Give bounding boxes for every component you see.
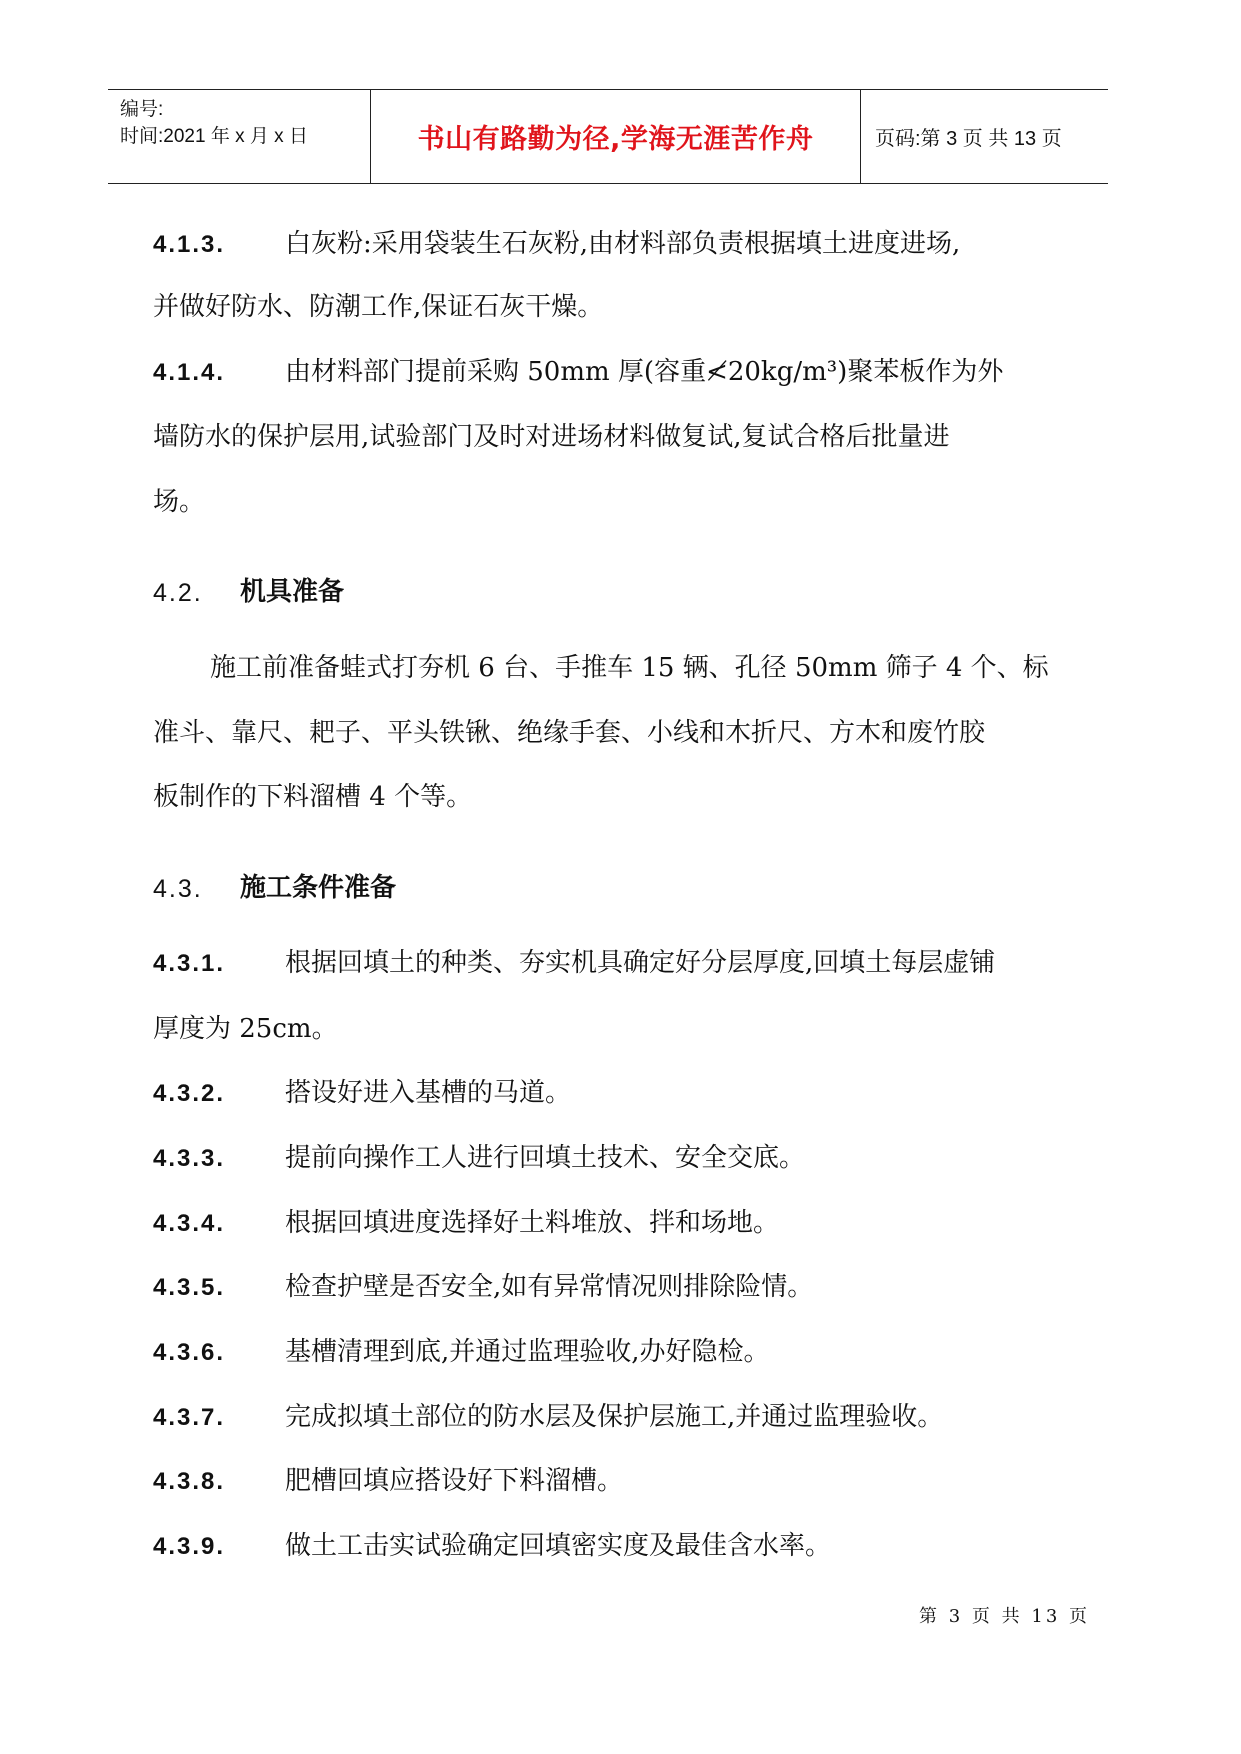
section-number: 4.3.7. — [153, 1404, 226, 1431]
paragraph-line: 提前向操作工人进行回填土技术、安全交底。 — [285, 1143, 806, 1173]
paragraph-line: 做土工击实试验确定回填密实度及最佳含水率。 — [285, 1531, 832, 1561]
paragraph-line: 厚度为 25cm。 — [153, 1014, 338, 1044]
paragraph-line: 根据回填土的种类、夯实机具确定好分层厚度,回填土每层虚铺 — [285, 948, 996, 978]
section-heading: 施工条件准备 — [240, 873, 397, 903]
section-number: 4.1.4. — [153, 359, 226, 386]
header-page-cell — [861, 90, 1108, 183]
header-meta-cell — [108, 90, 370, 183]
section-number: 4.3.5. — [153, 1274, 226, 1301]
section-number: 4.3.1. — [153, 950, 226, 977]
paragraph-line: 板制作的下料溜槽 4 个等。 — [153, 782, 473, 812]
paragraph-line: 检查护壁是否安全,如有异常情况则排除险情。 — [285, 1272, 814, 1302]
section-number: 4.3.9. — [153, 1533, 226, 1560]
paragraph-line: 完成拟填土部位的防水层及保护层施工,并通过监理验收。 — [285, 1402, 944, 1432]
paragraph-line: 墙防水的保护层用,试验部门及时对进场材料做复试,复试合格后批量进 — [153, 422, 950, 452]
paragraph-line: 基槽清理到底,并通过监理验收,办好隐检。 — [285, 1337, 770, 1367]
paragraph-line: 场。 — [153, 487, 206, 517]
section-heading: 机具准备 — [240, 577, 345, 607]
paragraph-line: 搭设好进入基槽的马道。 — [285, 1078, 572, 1108]
header-motto-cell — [370, 90, 861, 183]
paragraph-line: 准斗、靠尺、耙子、平头铁锹、绝缘手套、小线和木折尺、方木和废竹胶 — [153, 718, 986, 748]
heading-number: 4.3. — [153, 875, 203, 903]
page-header — [108, 89, 1108, 184]
paragraph-line: 施工前准备蛙式打夯机 6 台、手推车 15 辆、孔径 50mm 筛子 4 个、标 — [210, 653, 1049, 683]
paragraph-line: 白灰粉:采用袋装生石灰粉,由材料部负责根据填土进度进场, — [285, 229, 961, 259]
page-footer: 第 3 页 共 13 页 — [919, 1606, 1090, 1627]
document-number-label: 编号: — [120, 99, 164, 120]
section-number: 4.1.3. — [153, 231, 226, 258]
header-motto: 书山有路勤为径,学海无涯苦作舟 — [417, 124, 814, 155]
section-number: 4.3.2. — [153, 1080, 226, 1107]
paragraph-line: 根据回填进度选择好土料堆放、拌和场地。 — [285, 1208, 780, 1238]
paragraph-line: 由材料部门提前采购 50mm 厚(容重≮20kg/m³)聚苯板作为外 — [285, 357, 1004, 387]
paragraph-line: 并做好防水、防潮工作,保证石灰干燥。 — [153, 292, 604, 322]
section-number: 4.3.4. — [153, 1210, 226, 1237]
header-page-label: 页码:第 3 页 共 13 页 — [875, 128, 1062, 150]
section-number: 4.3.6. — [153, 1339, 226, 1366]
paragraph-line: 肥槽回填应搭设好下料溜槽。 — [285, 1466, 624, 1496]
section-number: 4.3.3. — [153, 1145, 226, 1172]
section-number: 4.3.8. — [153, 1468, 226, 1495]
heading-number: 4.2. — [153, 579, 203, 607]
document-time-label: 时间:2021 年 x 月 x 日 — [120, 126, 308, 147]
